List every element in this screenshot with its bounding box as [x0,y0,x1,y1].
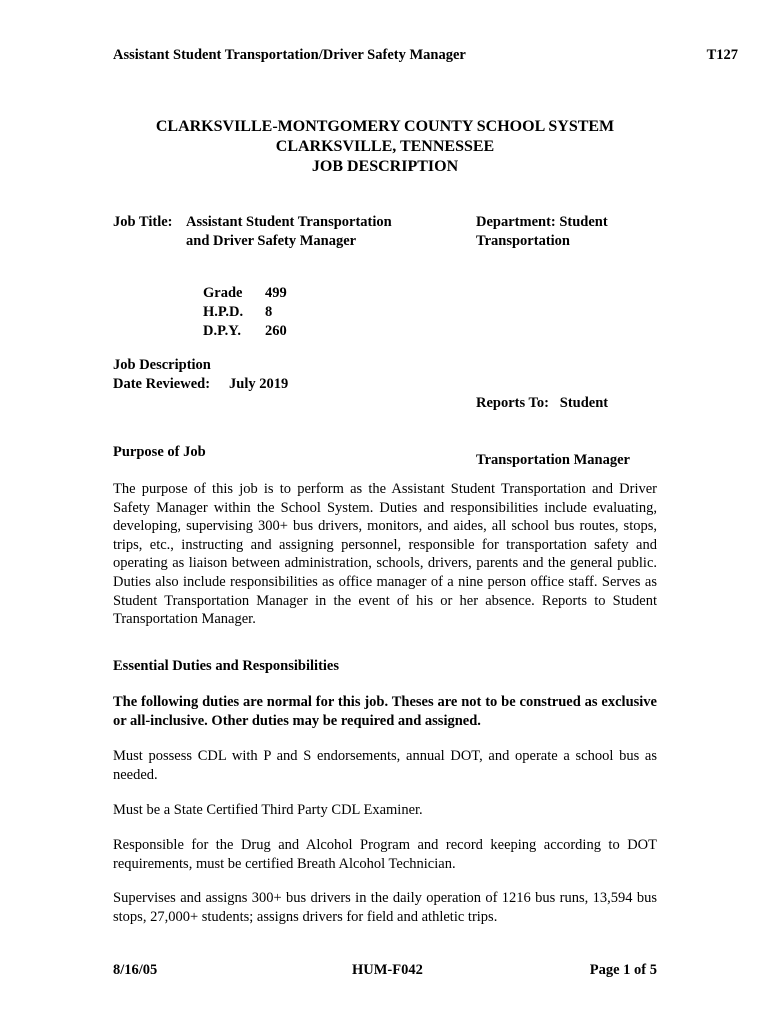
doc-type: JOB DESCRIPTION [311,158,459,175]
dpy-value: 260 [265,323,287,339]
duty-item: Must be a State Certified Third Party CDL Examiner. [113,802,423,818]
grade-labels [203,284,243,341]
duty-item: Supervises and assigns 300+ bus drivers in the daily operation of 1216 bus runs, 13,594 bus stops, 27,000+ students; assigns drivers for field and athletic trips. [113,890,657,925]
hpd-label: H.P.D. [203,304,244,320]
org-title-block [0,117,770,177]
duty-item: Responsible for the Drug and Alcohol Program and record keeping according to DOT requirements, must be certified Breath Alcohol Technician. [113,837,657,872]
job-title-label: Job Title: [113,214,173,230]
grade-value: 499 [265,285,287,301]
department-line1: Department: Student [476,214,608,230]
purpose-heading: Purpose of Job [113,444,206,460]
duties-heading: Essential Duties and Responsibilities [113,658,340,674]
dpy-label: D.P.Y. [203,323,242,339]
reports-to-line2: Transportation Manager [476,452,630,468]
job-title-line1: Assistant Student Transportation [186,214,392,230]
job-title-value [186,213,392,251]
footer-form-number: HUM-F042 [352,962,423,978]
org-location: CLARKSVILLE, TENNESSEE [275,138,495,155]
duties-intro: The following duties are normal for this job. Theses are not to be construed as exclusive or all-inclusive. Other duties may be required and assigned. [113,694,657,729]
hpd-value: 8 [265,304,273,320]
reports-to [476,356,630,489]
grade-values [265,284,287,341]
job-title-line2: and Driver Safety Manager [186,233,357,249]
footer-date: 8/16/05 [113,962,158,978]
footer-page-number: Page 1 of 5 [589,962,657,978]
header-title: Assistant Student Transportation/Driver Safety Manager [113,47,466,63]
department-line2: Transportation [476,233,570,249]
date-reviewed-value: July 2019 [229,376,289,392]
department [476,213,608,251]
job-description-label: Job Description [113,357,211,373]
reports-to-line1: Reports To: Student [476,395,609,411]
document-code: T127 [706,47,738,63]
duty-item: Must possess CDL with P and S endorsements, annual DOT, and operate a school bus as needed. [113,748,657,783]
grade-label: Grade [203,285,243,301]
purpose-text: The purpose of this job is to perform as the Assistant Student Transportation and Driver Safety Manager within the School System. Duties and responsibilities include evaluating, developing, supervising 300+ bus drivers, monitors, and aides, all school bus routes, stops, trips, etc., instructing and assigning personnel, responsible for transportation safety and operating as liaison between administration, schools, drivers, parents and the general public. Duties also include responsibilities as office manager of a nine person office staff. Serves as Student Transportation Manager in the event of his or her absence. Reports to Student Transportation Manager. [113,481,657,628]
date-reviewed-label: Date Reviewed: [113,376,211,392]
org-name: CLARKSVILLE-MONTGOMERY COUNTY SCHOOL SYSTEM [155,118,615,135]
